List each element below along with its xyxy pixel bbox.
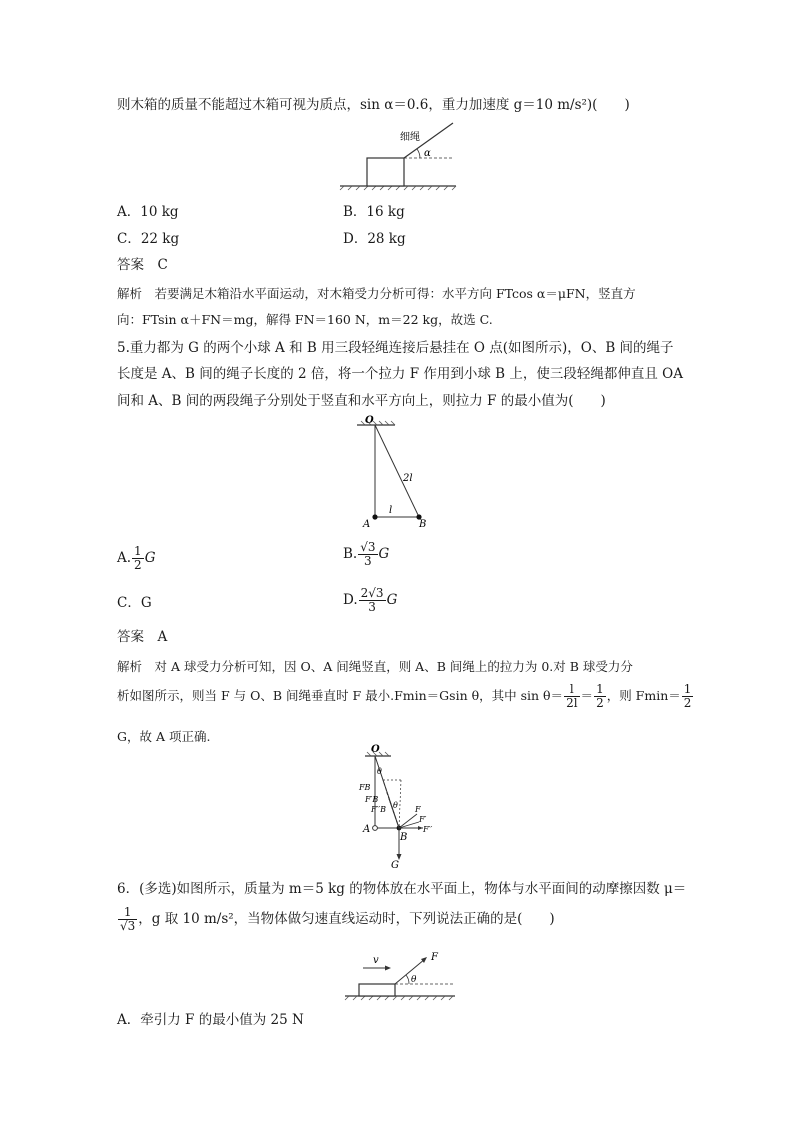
length-2l-label: 2l xyxy=(403,473,413,484)
crate xyxy=(367,158,404,186)
point-o-label: O xyxy=(365,415,374,426)
q6-stem-line1: 6．(多选)如图所示，质量为 m＝5 kg 的物体放在水平面上，物体与水平面间的动摩擦因数 μ＝ xyxy=(117,881,687,897)
force-f-label: F xyxy=(415,805,421,814)
force-fb-label: FB xyxy=(359,783,371,792)
velocity-v-label: v xyxy=(373,955,379,966)
q5-analysis-line2: 析如图所示，则当 F 与 O、B 间绳垂直时 F 最小.Fmin＝Gsin θ，其中 sin θ＝ $\frac{l}{2l}$ ＝ $\frac{1}{2}$ ，则 Fmin＝ $\frac{1}{2}$ xyxy=(117,682,692,710)
q4-analysis-line1: 解析 若要满足木箱沿水平面运动，对木箱受力分析可得：水平方向 FTcos α＝μFN，竖直方 xyxy=(117,286,636,301)
force-o-label: O xyxy=(371,744,380,755)
force-theta-label-2: θ xyxy=(393,801,398,810)
q4-option-a: A．10 kg xyxy=(117,204,179,220)
q6-stem-line2: $\frac{1}{√3}$ ，g 取 10 m/s²，当物体做匀速直线运动时，下列说法正确的是( ) xyxy=(120,905,555,933)
length-l-label: l xyxy=(389,505,393,516)
q4-answer: 答案 C xyxy=(117,257,168,273)
q5-option-b: B. $\frac{√3}{3}$ G xyxy=(343,540,390,568)
q5-figure xyxy=(355,415,445,530)
q5-option-c: C．G xyxy=(117,595,152,611)
force-g-label: G xyxy=(391,860,399,871)
q5-force-figure xyxy=(355,744,445,871)
q5-stem-line2: 长度是 A、B 间的绳子长度的 2 倍，将一个拉力 F 作用到小球 B 上，使三段轻绳都伸直且 OA xyxy=(117,366,683,382)
q6-figure xyxy=(345,952,460,1000)
q5-analysis-line3: G，故 A 项正确. xyxy=(117,729,211,744)
q5-stem-line1: 5.重力都为 G 的两个小球 A 和 B 用三段轻绳连接后悬挂在 O 点(如图所示)，O、B 间的绳子 xyxy=(117,340,674,356)
q6-option-a: A．牵引力 F 的最小值为 25 N xyxy=(117,1012,304,1028)
q5-option-d: D. $\frac{2√3}{3}$ G xyxy=(343,586,398,614)
force-fb1-label: F′B xyxy=(365,795,379,804)
force-f-label-q6: F xyxy=(431,952,438,963)
ball-b-label: B xyxy=(419,519,427,530)
block xyxy=(359,984,395,996)
force-theta-label: θ xyxy=(377,767,382,776)
force-f1-label: F′ xyxy=(419,815,427,824)
q4-figure xyxy=(340,118,460,190)
angle-theta-label-q6: θ xyxy=(411,975,417,985)
ball-a-label: A xyxy=(363,519,371,530)
q5-stem-line3: 间和 A、B 间的两段绳子分别处于竖直和水平方向上，则拉力 F 的最小值为( ) xyxy=(117,393,606,409)
force-b-label: B xyxy=(400,832,408,843)
q4-stem-tail: 则木箱的质量不能超过木箱可视为质点，sin α＝0.6，重力加速度 g＝10 m/s²)( ) xyxy=(117,97,630,113)
angle-alpha-label: α xyxy=(424,148,431,159)
ball-a xyxy=(372,514,377,519)
q4-analysis-line2: 向：FTsin α＋FN＝mg，解得 FN＝160 N，m＝22 kg，故选 C. xyxy=(117,312,493,327)
q4-option-b: B．16 kg xyxy=(343,204,405,220)
q5-analysis-line1: 解析 对 A 球受力分析可知，因 O、A 间绳竖直，则 A、B 间绳上的拉力为 0.对 B 球受力分 xyxy=(117,659,633,674)
force-fb2-label: F′′B xyxy=(371,805,387,814)
q4-option-c: C．22 kg xyxy=(117,231,180,247)
q5-option-a: A. $\frac{1}{2}$ G xyxy=(117,544,156,572)
force-f2-label: F′′ xyxy=(423,825,433,834)
force-a-label: A xyxy=(363,824,371,835)
q5-answer: 答案 A xyxy=(117,629,168,645)
rope-label: 细绳 xyxy=(400,132,420,143)
q4-option-d: D．28 kg xyxy=(343,231,406,247)
